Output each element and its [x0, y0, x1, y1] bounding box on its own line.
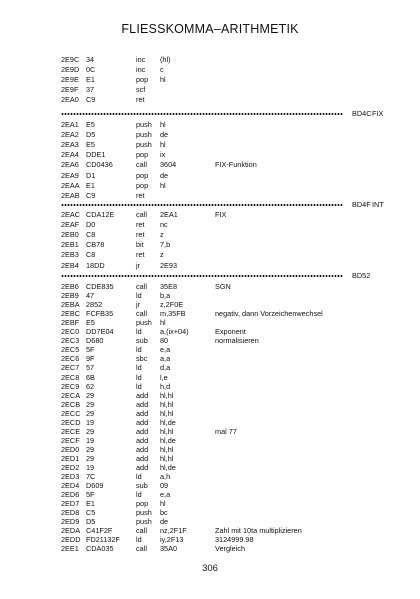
operand: hl,hl	[160, 426, 174, 436]
mnemonic: push	[136, 508, 152, 518]
opcode-bytes: 5F	[86, 490, 95, 500]
opcode-bytes: CDA035	[86, 544, 114, 554]
opcode-bytes: 7C	[86, 472, 96, 482]
code-line	[0, 120, 420, 130]
mnemonic: call	[136, 526, 147, 536]
entry-name: FIX	[372, 109, 384, 118]
opcode-bytes: E1	[86, 75, 95, 85]
code-line	[0, 171, 420, 181]
code-line	[0, 95, 420, 105]
comment: negativ, dann Vorzeichenwechsel	[215, 309, 323, 319]
mnemonic: inc	[136, 65, 146, 75]
opcode-bytes: FD21132F	[86, 535, 120, 545]
address: 2EDA	[61, 526, 81, 536]
opcode-bytes: D5	[86, 130, 96, 140]
mnemonic: ld	[136, 535, 142, 545]
opcode-bytes: D609	[86, 481, 104, 491]
mnemonic: add	[136, 426, 149, 436]
mnemonic: sub	[136, 481, 148, 491]
operand: bc	[160, 508, 168, 518]
mnemonic: ret	[136, 250, 145, 260]
code-line	[0, 181, 420, 191]
address: 2ECC	[61, 408, 81, 418]
code-line	[0, 230, 420, 240]
opcode-bytes: E5	[86, 318, 95, 328]
entry-address: BD4F	[352, 200, 371, 209]
operand: hl,de	[160, 417, 176, 427]
comment: Exponent	[215, 327, 246, 337]
code-line	[0, 85, 420, 95]
address: 2EC8	[61, 372, 80, 382]
operand: ix	[160, 150, 166, 160]
mnemonic: pop	[136, 75, 149, 85]
code-line	[0, 210, 420, 220]
comment: mal 77	[215, 426, 237, 436]
address: 2EBC	[61, 309, 81, 319]
address: 2EA2	[61, 130, 79, 140]
opcode-bytes: 5F	[86, 345, 95, 355]
operand: e,a	[160, 490, 171, 500]
opcode-bytes: 19	[86, 417, 95, 427]
address: 2ED0	[61, 444, 80, 454]
opcode-bytes: C9	[86, 95, 96, 105]
operand: hl	[160, 120, 166, 129]
operand: z,2F0E	[160, 300, 184, 310]
mnemonic: ld	[136, 363, 142, 373]
operand: de	[160, 130, 169, 140]
opcode-bytes: 57	[86, 363, 95, 373]
operand: a,a	[160, 354, 171, 364]
opcode-bytes: C8	[86, 230, 96, 240]
operand: 2E93	[160, 260, 178, 270]
operand: 2EA1	[160, 210, 178, 219]
address: 2ED2	[61, 463, 80, 472]
mnemonic: add	[136, 463, 149, 472]
mnemonic: add	[136, 390, 149, 400]
address: 2ED6	[61, 490, 80, 500]
comment: Zahl mit 10ta multiplizieren	[215, 526, 302, 536]
mnemonic: call	[136, 282, 147, 291]
operand: hl,hl	[160, 408, 174, 418]
operand: hl	[160, 75, 166, 85]
address: 2EA6	[61, 160, 79, 170]
code-line	[0, 220, 420, 230]
operand: hl	[160, 180, 166, 190]
address: 2EB9	[61, 291, 79, 301]
mnemonic: ld	[136, 291, 142, 301]
operand: c	[160, 65, 164, 75]
code-line	[0, 130, 420, 140]
operand: hl,hl	[160, 390, 174, 400]
address: 2EAB	[61, 190, 80, 200]
opcode-bytes: FCFB35	[86, 309, 114, 319]
mnemonic: call	[136, 309, 147, 319]
mnemonic: add	[136, 408, 149, 418]
opcode-bytes: 0C	[86, 65, 96, 75]
address: 2E9D	[61, 65, 80, 75]
opcode-bytes: 29	[86, 408, 95, 418]
opcode-bytes: D5	[86, 517, 96, 527]
dotted-rule	[61, 113, 343, 115]
address: 2EB3	[61, 250, 79, 260]
mnemonic: pop	[136, 499, 149, 509]
comment: SGN	[215, 282, 231, 291]
address: 2EC7	[61, 363, 80, 373]
mnemonic: add	[136, 444, 149, 454]
comment: 3124999.98	[215, 535, 254, 545]
opcode-bytes: CDA12E	[86, 210, 115, 219]
comment: normalisieren	[215, 336, 259, 346]
address: 2ED9	[61, 517, 80, 527]
mnemonic: jr	[136, 260, 141, 270]
mnemonic: bit	[136, 240, 144, 250]
mnemonic: jr	[136, 300, 141, 310]
address: 2EA4	[61, 150, 79, 160]
opcode-bytes: D680	[86, 336, 104, 346]
opcode-bytes: E5	[86, 120, 95, 129]
address: 2EA9	[61, 170, 79, 180]
mnemonic: inc	[136, 55, 146, 64]
opcode-bytes: 47	[86, 291, 95, 301]
opcode-bytes: D1	[86, 170, 96, 180]
operand: d,a	[160, 363, 171, 373]
comment: FIX-Funktion	[215, 160, 257, 170]
mnemonic: ld	[136, 372, 142, 382]
address: 2EE1	[61, 544, 79, 554]
mnemonic: call	[136, 210, 147, 219]
address: 2EA0	[61, 95, 79, 105]
dotted-rule	[61, 275, 343, 277]
opcode-bytes: 62	[86, 381, 95, 391]
mnemonic: push	[136, 140, 152, 150]
address: 2EC5	[61, 345, 80, 355]
code-line	[0, 140, 420, 150]
operand: 7,b	[160, 240, 171, 250]
opcode-bytes: C41F2F	[86, 526, 113, 536]
operand: m,35FB	[160, 309, 186, 319]
mnemonic: ld	[136, 327, 142, 337]
opcode-bytes: C9	[86, 190, 96, 200]
address: 2ED4	[61, 481, 80, 491]
operand: hl,hl	[160, 399, 174, 409]
operand: a,(ix+04)	[160, 327, 189, 337]
dotted-rule	[61, 204, 343, 206]
operand: hl	[160, 140, 166, 150]
code-line	[0, 75, 420, 85]
opcode-bytes: 19	[86, 463, 95, 472]
opcode-bytes: DDE1	[86, 150, 106, 160]
mnemonic: pop	[136, 180, 149, 190]
opcode-bytes: DD7E04	[86, 327, 114, 337]
page-title: FLIESSKOMMA–ARITHMETIK	[121, 22, 299, 36]
mnemonic: pop	[136, 150, 149, 160]
operand: 3604	[160, 160, 177, 170]
address: 2ED8	[61, 508, 80, 518]
mnemonic: pop	[136, 170, 149, 180]
code-line	[0, 150, 420, 160]
opcode-bytes: CDE835	[86, 282, 114, 291]
mnemonic: ret	[136, 95, 145, 105]
opcode-bytes: 6B	[86, 372, 95, 382]
mnemonic: call	[136, 160, 147, 170]
operand: hl,hl	[160, 453, 174, 463]
opcode-bytes: 34	[86, 55, 95, 64]
opcode-bytes: 2852	[86, 300, 103, 310]
operand: h,d	[160, 381, 171, 391]
address: 2EC3	[61, 336, 80, 346]
address: 2EAF	[61, 220, 80, 230]
code-line	[0, 240, 420, 250]
mnemonic: ret	[136, 190, 145, 200]
address: 2ED7	[61, 499, 80, 509]
operand: hl,de	[160, 435, 176, 445]
opcode-bytes: 29	[86, 390, 95, 400]
address: 2ECE	[61, 426, 81, 436]
mnemonic: ld	[136, 472, 142, 482]
opcode-bytes: 29	[86, 444, 95, 454]
mnemonic: ld	[136, 381, 142, 391]
address: 2EB6	[61, 282, 79, 291]
entry-name: INT	[372, 200, 384, 209]
opcode-bytes: E1	[86, 499, 95, 509]
mnemonic: sbc	[136, 354, 148, 364]
operand: de	[160, 517, 169, 527]
operand: hl	[160, 318, 166, 328]
address: 2EBF	[61, 318, 80, 328]
operand: 09	[160, 481, 169, 491]
mnemonic: ret	[136, 230, 145, 240]
opcode-bytes: CD0436	[86, 160, 113, 170]
address: 2EAA	[61, 180, 80, 190]
operand: l,e	[160, 372, 168, 382]
entry-address: BD4C	[352, 109, 372, 118]
opcode-bytes: 29	[86, 426, 95, 436]
comment: FIX	[215, 210, 227, 219]
operand: b,a	[160, 291, 171, 301]
address: 2EB0	[61, 230, 79, 240]
mnemonic: add	[136, 453, 149, 463]
address: 2EA3	[61, 140, 79, 150]
opcode-bytes: D0	[86, 220, 96, 230]
address: 2E9F	[61, 85, 79, 95]
address: 2EB1	[61, 240, 79, 250]
mnemonic: scf	[136, 85, 146, 95]
address: 2EA1	[61, 120, 79, 129]
operand: 35A0	[160, 544, 178, 554]
address: 2EC6	[61, 354, 80, 364]
opcode-bytes: 18DD	[86, 260, 105, 270]
mnemonic: add	[136, 399, 149, 409]
address: 2EC9	[61, 381, 80, 391]
opcode-bytes: E1	[86, 180, 95, 190]
operand: (hl)	[160, 55, 171, 64]
opcode-bytes: C8	[86, 250, 96, 260]
operand: hl,hl	[160, 444, 174, 454]
operand: 35E8	[160, 282, 178, 291]
address: 2ECB	[61, 399, 81, 409]
comment: Vergleich	[215, 544, 246, 554]
operand: nz,2F1F	[160, 526, 187, 536]
operand: z	[160, 250, 164, 260]
address: 2EBA	[61, 300, 80, 310]
code-line	[0, 250, 420, 260]
address: 2ECA	[61, 390, 81, 400]
opcode-bytes: 19	[86, 435, 95, 445]
mnemonic: push	[136, 130, 152, 140]
address: 2ED1	[61, 453, 80, 463]
mnemonic: ret	[136, 220, 145, 230]
operand: de	[160, 170, 169, 180]
operand: hl	[160, 499, 166, 509]
mnemonic: push	[136, 517, 152, 527]
opcode-bytes: 29	[86, 399, 95, 409]
code-line	[0, 65, 420, 75]
operand: hl,de	[160, 463, 176, 472]
opcode-bytes: 37	[86, 85, 95, 95]
mnemonic: sub	[136, 336, 148, 346]
mnemonic: add	[136, 417, 149, 427]
code-line	[0, 55, 420, 65]
address: 2EDD	[61, 535, 81, 545]
operand: 80	[160, 336, 169, 346]
operand: nc	[160, 220, 168, 230]
mnemonic: ld	[136, 345, 142, 355]
address: 2ECD	[61, 417, 81, 427]
mnemonic: push	[136, 318, 152, 328]
opcode-bytes: E5	[86, 140, 95, 150]
code-line	[0, 261, 420, 271]
address: 2ED3	[61, 472, 80, 482]
code-line	[0, 160, 420, 170]
operand: iy,2F13	[160, 535, 184, 545]
mnemonic: call	[136, 544, 147, 554]
address: 2E9E	[61, 75, 79, 85]
opcode-bytes: 9F	[86, 354, 95, 364]
code-line	[0, 544, 420, 554]
address: 2EB4	[61, 260, 79, 270]
mnemonic: push	[136, 120, 152, 129]
mnemonic: ld	[136, 490, 142, 500]
address: 2E9C	[61, 55, 80, 64]
opcode-bytes: CB78	[86, 240, 105, 250]
page-number: 306	[202, 563, 218, 574]
opcode-bytes: 29	[86, 453, 95, 463]
operand: z	[160, 230, 164, 240]
opcode-bytes: C5	[86, 508, 96, 518]
entry-address: BD52	[352, 271, 371, 280]
mnemonic: add	[136, 435, 149, 445]
address: 2EAC	[61, 210, 81, 219]
address: 2EC0	[61, 327, 80, 337]
operand: a,h	[160, 472, 171, 482]
operand: e,a	[160, 345, 171, 355]
address: 2ECF	[61, 435, 80, 445]
